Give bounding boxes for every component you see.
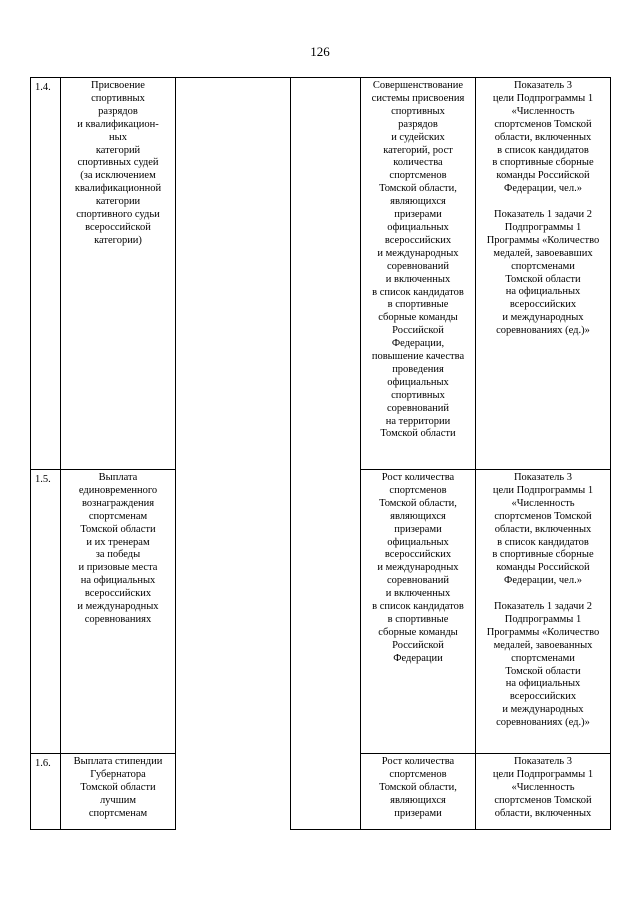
text-line: и их тренерам [86, 536, 150, 548]
text-line: спортсменов Томской [494, 794, 592, 806]
text-line: являющихся [390, 196, 446, 208]
text-line: и включенных [385, 273, 451, 285]
text-line: Показатель 3 [513, 80, 573, 91]
text-line: системы присвоения [371, 92, 465, 104]
text-line: на официальных [80, 575, 156, 587]
text-line: Федерации, чел.» [504, 575, 582, 587]
text-line: и международных [502, 704, 584, 716]
empty-cell [291, 470, 361, 754]
text-line: спортивных [391, 105, 445, 117]
text-line: и международных [377, 562, 459, 574]
text-line: всероссийской [85, 221, 151, 233]
text-line: в спортивные [387, 613, 449, 625]
text-line: Рост количества [381, 756, 455, 767]
merged-empty-cell [176, 78, 291, 830]
text-line: в список кандидатов [372, 601, 464, 613]
empty-cell [291, 78, 361, 470]
text-line: Федерации, [391, 338, 445, 350]
expected-result-cell [361, 754, 476, 830]
text-line: Томской области [505, 665, 581, 677]
text-line: и призовые места [78, 562, 158, 574]
page-number: 126 [310, 44, 330, 59]
text-line: Федерации [393, 652, 443, 664]
table-row [31, 754, 611, 830]
text-line: Томской области, [379, 183, 457, 195]
empty-cell [291, 754, 361, 830]
text-line: количества [393, 157, 443, 169]
text-line: Совершенствование [372, 80, 464, 91]
text-line: являющихся [390, 794, 446, 806]
text-line: команды Российской [496, 170, 590, 182]
text-line: ных [109, 131, 127, 143]
text-line: цели Подпрограммы 1 [492, 92, 594, 104]
text-line: официальных [387, 376, 449, 388]
text-line: разрядов [398, 118, 438, 130]
text-line: области, включенных [494, 131, 592, 143]
text-line: соревнованиях (ед.)» [496, 717, 590, 729]
text-line: призерами [394, 209, 442, 221]
text-line: на территории [385, 415, 451, 427]
text-line: квалификационной [74, 183, 162, 195]
text-line: соревнованиях (ед.)» [496, 325, 590, 337]
text-line: спортивного судьи [76, 209, 160, 221]
text-line: «Численность [511, 781, 575, 793]
expected-result-cell [361, 78, 476, 470]
text-line: области, включенных [494, 523, 592, 535]
text-line: в спортивные [387, 299, 449, 311]
indicator-1 [479, 756, 607, 821]
text-line: категории) [94, 234, 142, 246]
indicator-cell [476, 78, 611, 470]
text-line: спортивных [391, 389, 445, 401]
measure-name-cell [61, 78, 176, 470]
text-line: в список кандидатов [497, 536, 589, 548]
text-line: и международных [502, 312, 584, 324]
indicator-2 [479, 209, 607, 338]
text-line: Показатель 1 задачи 2 [494, 601, 592, 613]
text-line: и международных [377, 247, 459, 259]
table-row [31, 78, 611, 470]
text-line: вознаграждения [81, 497, 155, 509]
text-line: сборные команды [378, 626, 458, 638]
text-line: сборные команды [378, 312, 458, 324]
text-line: спортсменов [389, 170, 447, 182]
text-line: всероссийских [384, 234, 452, 246]
measure-name-cell [61, 470, 176, 754]
text-line: Программы «Количество [486, 234, 600, 246]
text-line: и квалификацион- [77, 118, 159, 130]
text-line: соревнований [387, 260, 449, 272]
text-line: спортсменами [511, 652, 575, 664]
text-line: и включенных [385, 588, 451, 600]
text-line: Российской [392, 325, 444, 337]
expected-result-cell [361, 470, 476, 754]
text-line: «Численность [511, 497, 575, 509]
text-line: медалей, завоеванных [493, 639, 593, 651]
text-line: Томской области [505, 273, 581, 285]
text-line: всероссийских [509, 691, 577, 703]
text-line: соревнований [387, 575, 449, 587]
text-line: категорий, рост [383, 144, 453, 156]
text-line: Томской области [80, 781, 156, 793]
text-line: медалей, завоевавших [493, 247, 593, 259]
text-line: спортивных [91, 92, 145, 104]
text-line: призерами [394, 807, 442, 819]
text-line: спортсменов [389, 484, 447, 496]
text-line: проведения [392, 363, 444, 375]
indicator-2 [479, 601, 607, 730]
text-line: Губернатора [90, 768, 146, 780]
text-line: Показатель 3 [513, 472, 573, 483]
text-line: Присвоение [91, 80, 145, 91]
text-line: официальных [387, 221, 449, 233]
text-line: за победы [95, 549, 141, 561]
text-line: спортсменам [88, 510, 148, 522]
text-line: и судейских [391, 131, 445, 143]
measure-name-cell [61, 754, 176, 830]
text-line: Подпрограммы 1 [504, 221, 582, 233]
text-line: Российской [392, 639, 444, 651]
text-line: официальных [387, 536, 449, 548]
text-line: лучшим [99, 794, 137, 806]
text-line: в спортивные сборные [492, 549, 594, 561]
program-table [30, 77, 611, 830]
text-line: категорий [95, 144, 141, 156]
text-line: всероссийских [84, 588, 152, 600]
text-line: Выплата стипендии [73, 756, 163, 767]
text-line: спортсменов Томской [494, 510, 592, 522]
text-line: спортсменов [389, 768, 447, 780]
text-line: Томской области, [379, 497, 457, 509]
text-line: области, включенных [494, 807, 592, 819]
text-line: в список кандидатов [497, 144, 589, 156]
text-line: всероссийских [509, 299, 577, 311]
text-line: спортсменами [511, 260, 575, 272]
text-line: Томской области [380, 428, 456, 440]
text-line: Федерации, чел.» [504, 183, 582, 195]
text-line: на официальных [505, 286, 581, 298]
text-line: призерами [394, 523, 442, 535]
text-line: (за исключением [80, 170, 156, 182]
text-line: категории [95, 196, 141, 208]
text-line: Подпрограммы 1 [504, 613, 582, 625]
indicator-cell [476, 754, 611, 830]
text-line: цели Подпрограммы 1 [492, 768, 594, 780]
text-line: Программы «Количество [486, 626, 600, 638]
text-line: Рост количества [381, 472, 455, 483]
indicator-cell [476, 470, 611, 754]
text-line: на официальных [505, 678, 581, 690]
text-line: единовременного [78, 484, 158, 496]
indicator-1 [479, 472, 607, 588]
row-number: 1.4. [31, 78, 61, 470]
text-line: в список кандидатов [372, 286, 464, 298]
text-line: повышение качества [371, 351, 465, 363]
text-line: разрядов [98, 105, 138, 117]
text-line: Выплата [98, 472, 138, 483]
text-line: и международных [77, 601, 159, 613]
text-line: в спортивные сборные [492, 157, 594, 169]
text-line: являющихся [390, 510, 446, 522]
text-line: «Численность [511, 105, 575, 117]
row-number: 1.5. [31, 470, 61, 754]
text-line: Показатель 1 задачи 2 [494, 209, 592, 221]
text-line: команды Российской [496, 562, 590, 574]
text-line: соревнованиях [84, 613, 152, 625]
text-line: спортсменам [88, 807, 148, 819]
text-line: цели Подпрограммы 1 [492, 484, 594, 496]
text-line: всероссийских [384, 549, 452, 561]
text-line: спортсменов Томской [494, 118, 592, 130]
text-line: Показатель 3 [513, 756, 573, 767]
row-number: 1.6. [31, 754, 61, 830]
text-line: Томской области [80, 523, 156, 535]
text-line: Томской области, [379, 781, 457, 793]
indicator-1 [479, 80, 607, 196]
text-line: спортивных судей [77, 157, 159, 169]
text-line: соревнований [387, 402, 449, 414]
table-row [31, 470, 611, 754]
